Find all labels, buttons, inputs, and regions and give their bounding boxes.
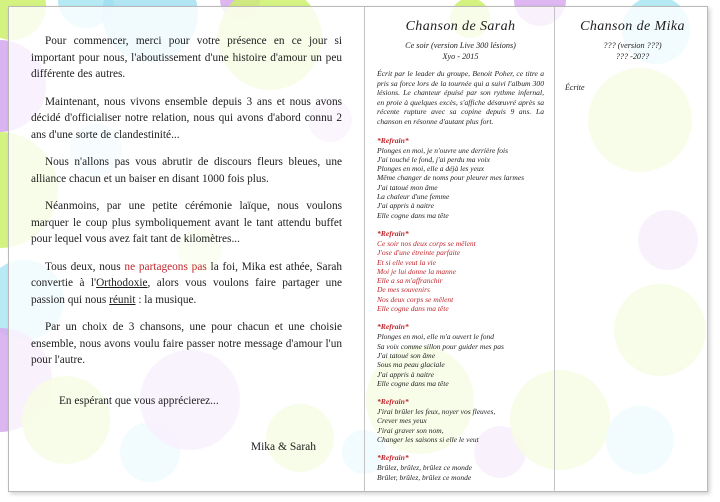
letter-paragraph: Maintenant, nous vivons ensemble depuis 3 ans et nous avons décidé d'officialiser notre relation, nous qui avons d'abord connu 2 ans d'une sorte de clandestinité... (31, 95, 342, 141)
verse-line: Plonges en moi, elle m'a ouvert le fond (377, 332, 494, 342)
verse-line: Sa voix comme sillon pour guider mes pas (377, 341, 504, 351)
song-mika-title: Chanson de Mika (580, 19, 685, 34)
hl-after: : la musique. (135, 293, 197, 306)
verse-line: Sous ma peau glaciale (377, 360, 445, 370)
hl-before: Tous deux, nous (45, 260, 125, 273)
verse-line: Nos deux corps se mêlent (377, 294, 454, 304)
refrain-label: *Refrain* (377, 453, 409, 463)
verse-line: De mes souvenirs (377, 285, 430, 295)
verse-line: J'ose d'une étreinte parfaite (377, 248, 461, 258)
letter-paragraph: Par un choix de 3 chansons, une pour chacun et une choisie ensemble, nous avons voulu faire passer notre message d'amour l'un pour l'autre. (31, 321, 342, 366)
verse-line: Ce soir nos deux corps se mêlent (377, 238, 476, 248)
letter-closing: En espérant que vous apprécierez... (59, 394, 219, 407)
song-sarah-subtitle: Ce soir (version Live 300 lésions) (405, 41, 516, 50)
verse-line: Brûler, brûlez, brûlez ce monde (377, 472, 472, 482)
song-mika-credit-label: Écrite (565, 83, 585, 92)
hl-middle-2: , alors vous voulons faire partager une passion qui nous (31, 277, 342, 306)
verse-line: Même changer de noms pour pleurer mes larmes (377, 173, 524, 183)
song-sarah-credit: Écrit par le leader du groupe, Benoit Poher, ce titre a pris sa force lors de la tournée qui a suivi l'album 300 lésions. Le chanteur épuisé par son rythme infernal, en proie à quelques excès, s'affiche désœuvré après sa récente rupture avec sa copine depuis 9 ans. La chanson en résonne d'autant plus fort. (377, 69, 544, 126)
song-sarah-lyrics (377, 136, 544, 482)
verse-line: Plonges en moi, elle a déjà les yeux (377, 164, 485, 174)
verse-block (377, 463, 544, 482)
verse-line: Et si elle veut la vie (377, 257, 436, 267)
verse-line: J'ai tatoué mon âme (377, 182, 438, 192)
verse-line: J'ai appris à naitre (377, 201, 434, 211)
paper-sheet (8, 6, 708, 492)
refrain-label: *Refrain* (377, 135, 409, 145)
refrain-label: *Refrain* (377, 397, 409, 407)
hl-underline-reunit: réunit (109, 293, 136, 306)
verse-line: Elle cogne dans ma tête (377, 378, 449, 388)
song-mika-subtitle: ??? (version ???) (603, 41, 662, 50)
verse-line: Crever mes yeux (377, 416, 427, 426)
refrain-label: *Refrain* (377, 228, 409, 238)
letter-paragraph: Néanmoins, par une petite cérémonie laïque, nous voulons marquer le coup plus symboliquement avant le tant attendu buffet pour lequel vous avez fait tant de kilomètres... (31, 200, 342, 245)
verse-line: Plonges en moi, je n'ouvre une derrière fois (377, 145, 509, 155)
verse-line: Changer les saisons si elle le veut (377, 434, 479, 444)
letter-column (9, 7, 364, 491)
verse-line: Elle cogne dans ma tête (377, 210, 449, 220)
verse-line: J'ai tatoué son âme (377, 350, 436, 360)
verse-line: Elle cogne dans ma tête (377, 304, 449, 314)
refrain-label: *Refrain* (377, 322, 409, 332)
verse-block (377, 332, 544, 388)
verse-line: La chaleur d'une femme (377, 192, 450, 202)
song-sarah-title: Chanson de Sarah (405, 19, 516, 34)
verse-line: Moi je lui donne la manne (377, 266, 456, 276)
verse-line: J'irai brûler les feux, noyer vos fleuves, (377, 407, 496, 417)
verse-line: J'ai touché le fond, j'ai perdu ma voix (377, 154, 490, 164)
verse-block (377, 146, 544, 220)
hl-underline-orthodoxie: Orthodoxie (96, 277, 148, 289)
song-sarah-column (365, 7, 554, 491)
verse-line: J'irai graver son nom, (377, 425, 444, 435)
song-sarah-artist-year: Xyo - 2015 (442, 52, 479, 61)
verse-block (377, 407, 544, 444)
letter-paragraph-highlighted (31, 259, 342, 309)
verse-line: Brûlez, brûlez, brûlez ce monde (377, 463, 472, 473)
letter-paragraph: Pour commencer, merci pour votre présence en ce jour si important pour nous, l'aboutissement d'une histoire d'amour un peu différente des autres. (31, 35, 342, 80)
hl-red-text: ne partageons pas (124, 260, 207, 273)
verse-line: J'ai appris à naitre (377, 369, 434, 379)
letter-signature: Mika & Sarah (250, 440, 316, 453)
hl-middle: la foi, Mika est athée, Sarah convertie à l' (31, 260, 342, 289)
letter-paragraph: Nous n'allons pas vous abrutir de discours fleurs bleues, une alliance chacun et un baiser en disant 1000 fois plus. (31, 156, 342, 185)
song-mika-column (555, 7, 708, 491)
verse-block (377, 239, 544, 313)
verse-line: Elle a sa m'affranchir (377, 276, 443, 286)
song-mika-artist-year: ??? -20?? (615, 52, 650, 61)
